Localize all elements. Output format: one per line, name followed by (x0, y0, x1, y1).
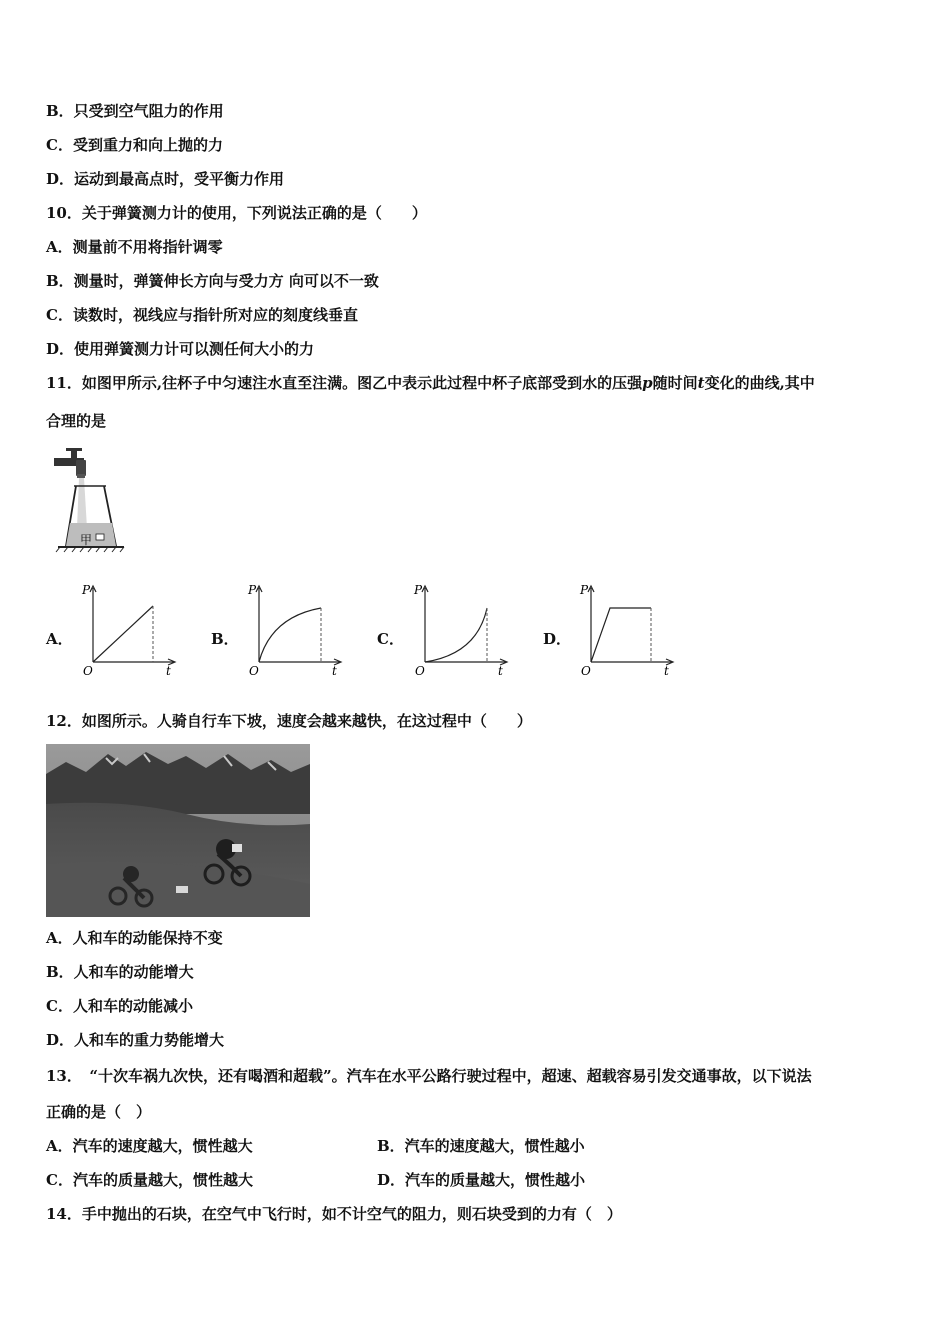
q11-graph-a (80, 582, 180, 680)
faucet-cup-figure (46, 448, 126, 554)
q13-stem-line2: 正确的是（ ） (46, 1103, 152, 1121)
q11-graph-d (578, 582, 678, 680)
graph-b-curve (259, 608, 321, 662)
q12-stem: 12．如图所示。人骑自行车下坡，速度会越来越快，在这过程中（ ） (46, 712, 532, 730)
graph-d-curve (591, 608, 651, 662)
q11-var-p: p (642, 374, 653, 392)
graph-d-yaxis-label: P (580, 583, 589, 597)
figure-label-jia: 甲 (80, 533, 93, 547)
graph-c-curve (425, 608, 487, 662)
q11-graph-c (412, 582, 512, 680)
q11-stem-part2: 随时间 (652, 374, 698, 392)
q10-stem: 10．关于弹簧测力计的使用，下列说法正确的是（ ） (46, 204, 427, 222)
graph-a-curve (93, 606, 153, 662)
q9-option-d: D．运动到最高点时，受平衡力作用 (46, 170, 285, 188)
q11-graph-c-letter: C． (377, 630, 404, 648)
graph-c-xaxis-label: t (498, 664, 503, 678)
q13-stem-line1: 13． “十次车祸九次快，还有喝酒和超载”。汽车在水平公路行驶过程中，超速、超载容易引发交通事故，以下说法 (46, 1067, 812, 1085)
graph-c-origin: O (415, 664, 425, 678)
q13-option-c: C．汽车的质量越大，惯性越大 (46, 1171, 253, 1189)
q10-option-c: C．读数时，视线应与指针所对应的刻度线垂直 (46, 306, 358, 324)
q13-option-a: A．汽车的速度越大，惯性越大 (46, 1137, 253, 1155)
q11-var-t: t (697, 374, 705, 392)
graph-a-xaxis-label: t (166, 664, 171, 678)
graph-c-yaxis-label: P (414, 583, 423, 597)
q10-option-d: D．使用弹簧测力计可以测任何大小的力 (46, 340, 315, 358)
q13-option-d: D．汽车的质量越大，惯性越小 (377, 1171, 586, 1189)
q12-option-c: C．人和车的动能减小 (46, 997, 193, 1015)
graph-a-yaxis-label: P (82, 583, 91, 597)
q10-option-a: A．测量前不用将指针调零 (46, 238, 223, 256)
q11-stem-part1: 11．如图甲所示,往杯子中匀速注水直至注满。图乙中表示此过程中杯子底部受到水的压强 (46, 374, 643, 392)
q11-graph-b (246, 582, 346, 680)
q11-graph-d-letter: D． (543, 630, 572, 648)
q11-graph-a-letter: A． (46, 630, 73, 648)
q11-stem-line2: 合理的是 (46, 412, 107, 430)
graph-b-yaxis-label: P (248, 583, 257, 597)
graph-d-origin: O (581, 664, 591, 678)
q12-option-a: A．人和车的动能保持不变 (46, 929, 223, 947)
q12-option-b: B．人和车的动能增大 (46, 963, 194, 981)
q10-option-b: B．测量时，弹簧伸长方向与受力方 向可以不一致 (46, 272, 379, 290)
q13-option-b: B．汽车的速度越大，惯性越小 (377, 1137, 585, 1155)
q9-option-c: C．受到重力和向上抛的力 (46, 136, 223, 154)
graph-b-origin: O (249, 664, 259, 678)
q12-option-d: D．人和车的重力势能增大 (46, 1031, 225, 1049)
graph-d-xaxis-label: t (664, 664, 669, 678)
q14-stem: 14．手中抛出的石块，在空气中飞行时，如不计空气的阻力，则石块受到的力有（ ） (46, 1205, 622, 1223)
q9-option-b: B．只受到空气阻力的作用 (46, 102, 224, 120)
graph-a-origin: O (83, 664, 93, 678)
q11-stem-part3: 变化的曲线,其中 (704, 374, 815, 392)
graph-b-xaxis-label: t (332, 664, 337, 678)
cyclists-downhill-photo (46, 744, 310, 917)
q11-stem (46, 373, 815, 393)
q11-graph-b-letter: B． (211, 630, 239, 648)
